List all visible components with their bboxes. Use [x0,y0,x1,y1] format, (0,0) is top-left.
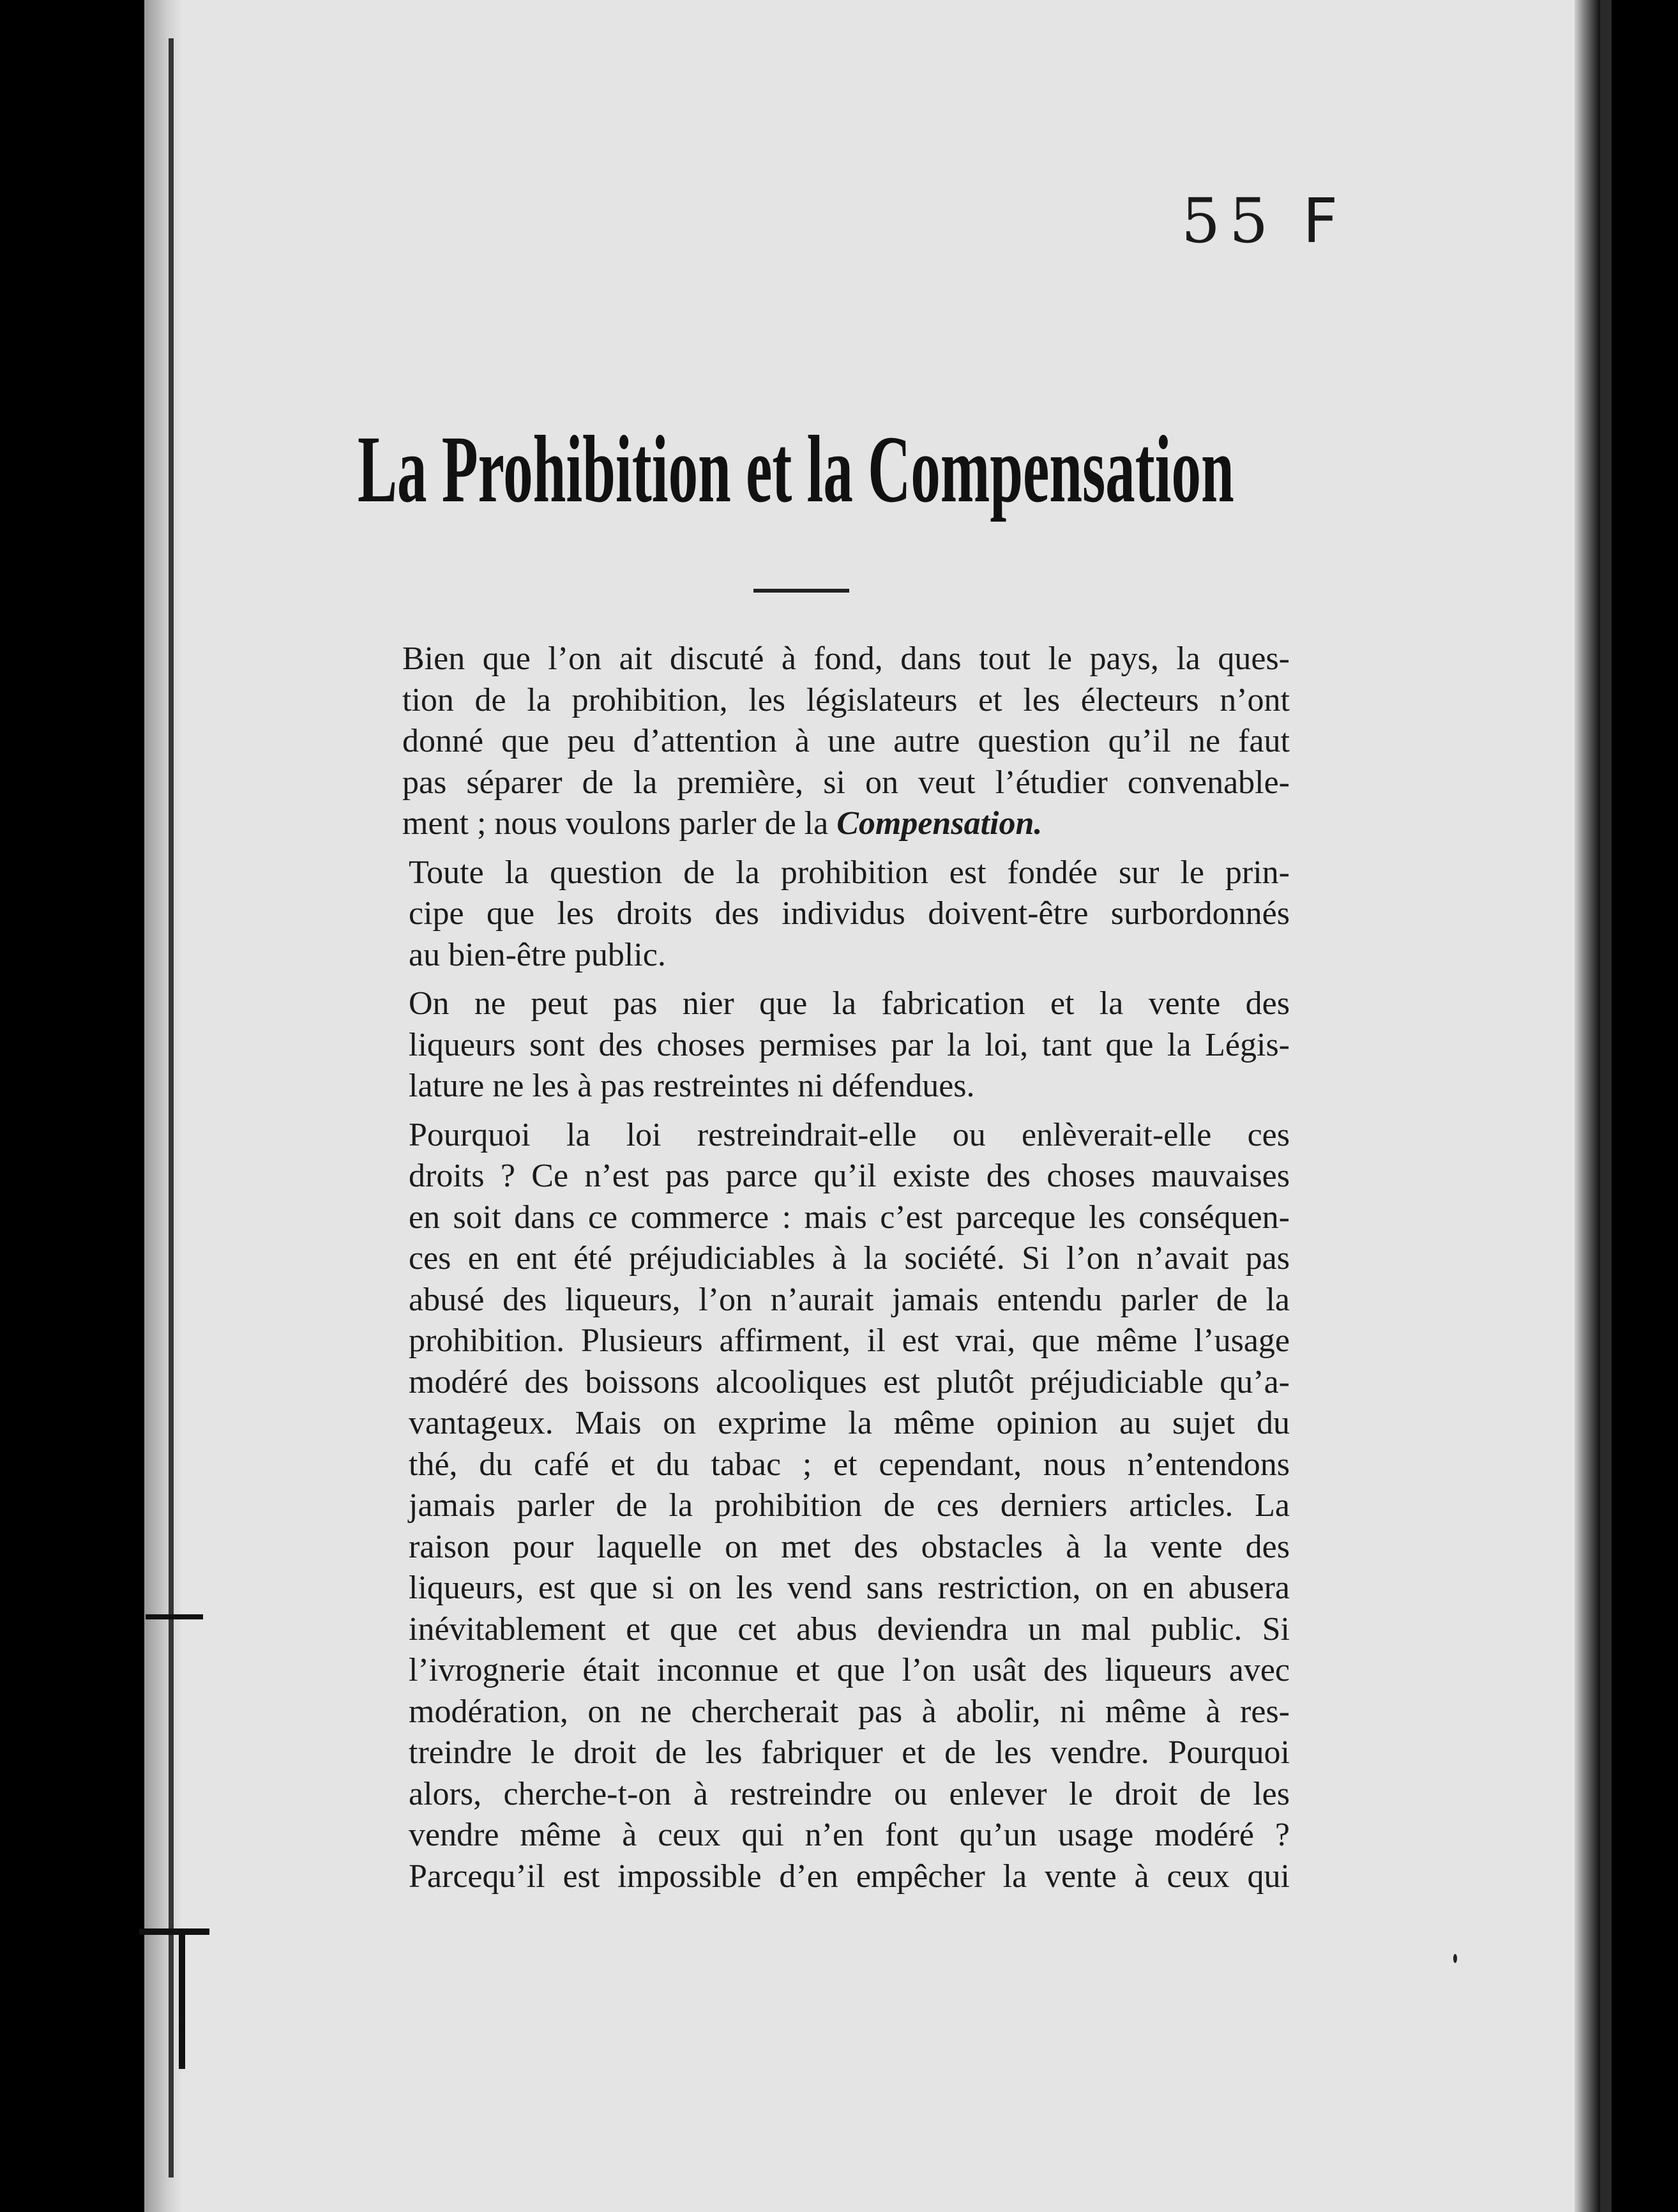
ink-speck [1453,1954,1457,1963]
text-line: inévitablement et que cet abus deviendra un mal public. Si [409,1610,1290,1648]
page-number-value: 55 [1181,185,1278,257]
text-line-last: au bien-être public. [409,936,666,973]
text-line: thé, du café et du tabac ; et cependant, nous n’entendons [409,1446,1290,1483]
text-line: liqueurs, est que si on les vend sans restriction, on en abusera [409,1570,1290,1606]
text-line: Bien que l’on ait discuté à fond, dans tout le pays, la ques- [402,640,1290,677]
text-line: Toute la question de la prohibition est fondée sur le prin- [409,854,1290,891]
paragraph-1 [383,639,1290,845]
text-line: tion de la prohibition, les législateurs et les électeurs n’ont [402,681,1290,718]
body-text [383,639,1290,1905]
text-line: vendre même à ceux qui n’en font qu’un usage modéré ? [409,1817,1290,1853]
text-line: alors, cherche-t-on à restreindre ou enlever le droit de les [409,1775,1290,1812]
document-title: La Prohibition et la Compensation [358,416,1234,522]
scan-left-border [0,0,144,2212]
text-line-last [383,803,1290,845]
paragraph-2 [383,852,1290,976]
text-line: l’ivrognerie était inconnue et que l’on usât des liqueurs avec [409,1652,1290,1688]
italic-term: Compensation. [836,805,1043,842]
binding-mark-lower-stem [179,1928,185,2069]
text-line: liqueurs sont des choses permises par la loi, tant que la Légis- [409,1026,1290,1063]
text-line: donné que peu d’attention à une autre question qu’il ne faut [402,723,1290,759]
text-fragment: ment ; nous voulons parler de la [402,805,837,842]
binding-mark-lower [139,1928,209,1935]
text-line: pas séparer de la première, si on veut l’étudier convenable- [402,764,1290,801]
text-line: prohibition. Plusieurs affirment, il est vrai, que même l’usage [409,1322,1290,1359]
page-right-edge-dark [1600,0,1612,2212]
text-line: Parcequ’il est impossible d’en empêcher la vente à ceux qui [409,1858,1290,1895]
text-line: cipe que les droits des individus doivent-être surbordonnés [409,895,1290,932]
text-line: abusé des liqueurs, l’on n’aurait jamais entendu parler de la [409,1281,1290,1318]
title-rule-divider [753,589,849,593]
text-line: droits ? Ce n’est pas parce qu’il existe des choses mauvaises [409,1158,1290,1194]
page-number-suffix: F [1303,185,1338,257]
text-line: jamais parler de la prohibition de ces derniers articles. La [409,1487,1290,1524]
text-line-last: lature ne les à pas restreintes ni défendues. [409,1068,975,1104]
text-line: en soit dans ce commerce : mais c’est parceque les conséquen- [409,1199,1290,1236]
binding-stitch-line [169,38,174,2178]
text-line: treindre le droit de les fabriquer et de les vendre. Pourquoi [409,1734,1290,1771]
paragraph-3 [383,983,1290,1107]
page-number [1181,185,1338,257]
binding-mark-upper [146,1614,203,1619]
text-line: raison pour laquelle on met des obstacles à la vente des [409,1528,1290,1565]
paragraph-4 [383,1115,1290,1898]
text-line: modéré des boissons alcooliques est plutôt préjudiciable qu’a- [409,1363,1290,1400]
binding-gutter [144,0,183,2212]
text-line: vantageux. Mais on exprime la même opinion au sujet du [409,1405,1290,1441]
text-line: Pourquoi la loi restreindrait-elle ou enlèverait-elle ces [409,1116,1290,1153]
text-line: On ne peut pas nier que la fabrication et la vente des [409,985,1290,1022]
text-line: modération, on ne chercherait pas à abolir, ni même à res- [409,1693,1290,1730]
page-right-edge-shadow [1575,0,1600,2212]
text-line: ces en ent été préjudiciables à la société. Si l’on n’avait pas [409,1240,1290,1276]
